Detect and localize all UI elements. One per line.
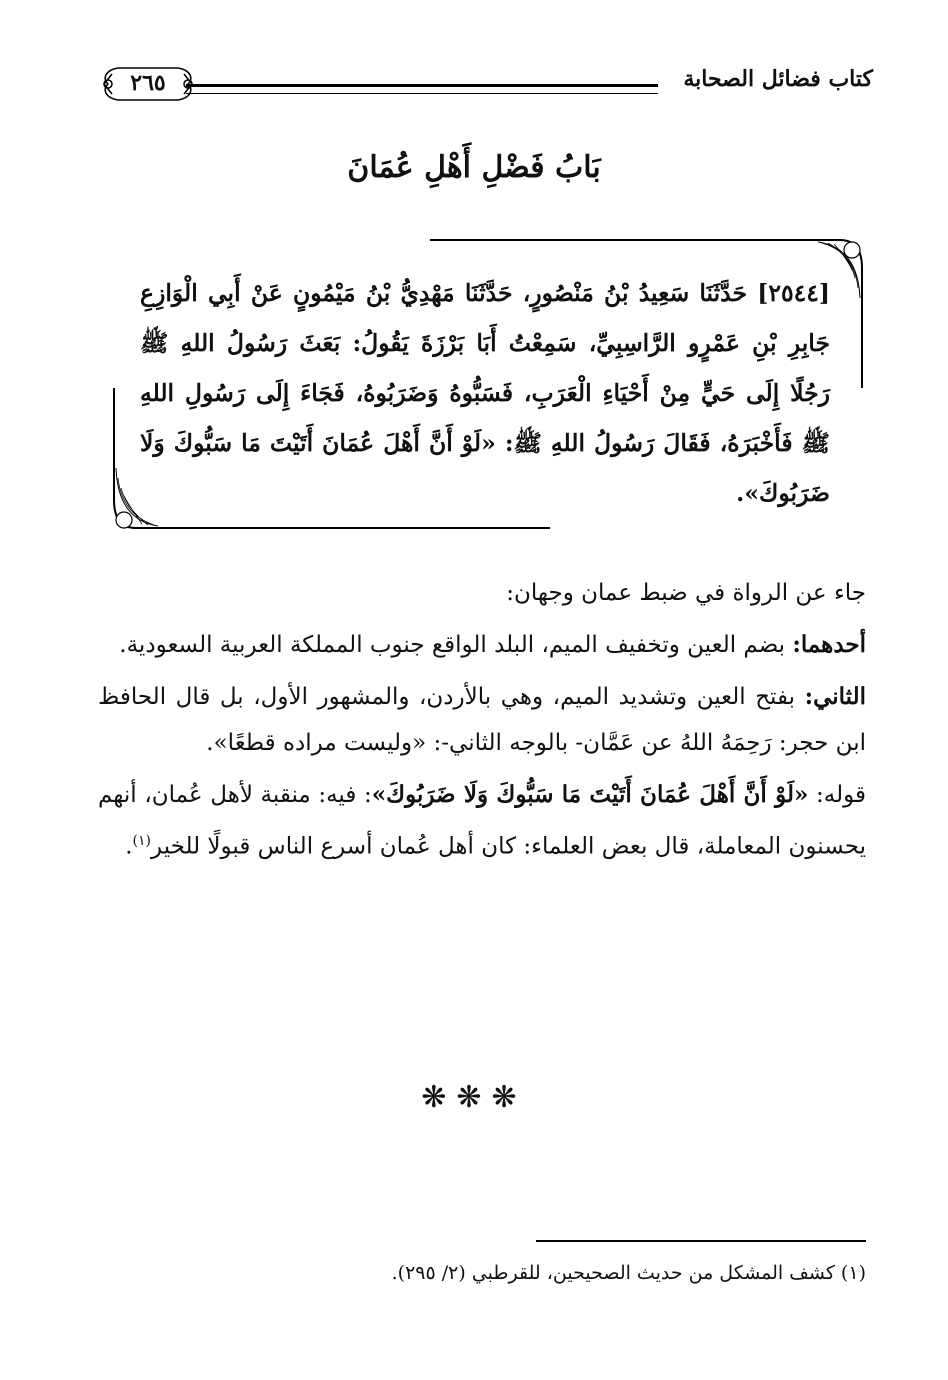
explanation-end: . <box>125 833 133 860</box>
second-reading-label: الثاني: <box>804 683 866 710</box>
commentary-intro: جاء عن الرواة في ضبط عمان وجهان: <box>506 580 866 606</box>
explanation-text: : فيه: منقبة لأهل عُمان، أنهم يحسنون المعاملة، قال بعض العلماء: كان أهل عُمان أسرع الناس قبولًا للخير <box>98 782 866 860</box>
explanation-quote: «لَوْ أَنَّ أَهْلَ عُمَانَ أَتَيْتَ مَا سَبُّوكَ وَلَا ضَرَبُوكَ» <box>371 781 809 808</box>
footnote: (١) كشف المشكل من حديث الصحيحين، للقرطبي (٢/ ٢٩٥). <box>391 1262 866 1284</box>
book-title: كتاب فضائل الصحابة <box>683 66 873 92</box>
explanation-lead: قوله: <box>808 782 866 808</box>
first-reading-label: أحدهما: <box>792 631 866 658</box>
commentary <box>98 570 866 876</box>
page-header <box>98 60 873 116</box>
section-separator: ❋❋❋ <box>421 1080 527 1115</box>
header-rule <box>186 84 658 94</box>
first-reading-text: بضم العين وتخفيف الميم، البلد الواقع جنوب المملكة العربية السعودية. <box>119 632 793 658</box>
footnote-rule <box>536 1240 866 1242</box>
second-reading-text: بفتح العين وتشديد الميم، وهي بالأردن، والمشهور الأول، بل قال الحافظ ابن حجر: رَحِمَهُ اللهُ عن عَمَّان- بالوجه الثاني-: «وليست مراده قطعًا». <box>98 684 866 756</box>
page-number-ornament <box>98 62 198 106</box>
hadith-text: [٢٥٤٤] حَدَّثَنَا سَعِيدُ بْنُ مَنْصُورٍ، حَدَّثَنَا مَهْدِيُّ بْنُ مَيْمُونٍ عَنْ أَبِي الْوَازِعِ جَابِرِ بْنِ عَمْرٍو الرَّاسِبِيِّ، سَمِعْتُ أَبَا بَرْزَةَ يَقُولُ: بَعَثَ رَسُولُ اللهِ ﷺ رَجُلًا إِلَى حَيٍّ مِنْ أَحْيَاءِ الْعَرَبِ، فَسَبُّوهُ وَضَرَبُوهُ، فَجَاءَ إِلَى رَسُولِ اللهِ ﷺ فَأَخْبَرَهُ، فَقَالَ رَسُولُ اللهِ ﷺ: «لَوْ أَنَّ أَهْلَ عُمَانَ أَتَيْتَ مَا سَبُّوكَ وَلَا ضَرَبُوكَ». <box>140 279 830 507</box>
commentary-second-reading <box>98 674 866 766</box>
chapter-title: بَابُ فَضْلِ أَهْلِ عُمَانَ <box>347 150 601 185</box>
commentary-first-reading <box>98 622 866 668</box>
footnote-ref[interactable]: (١) <box>132 833 151 849</box>
commentary-explanation <box>98 772 866 870</box>
page-number: ٢٦٥ <box>130 70 166 96</box>
